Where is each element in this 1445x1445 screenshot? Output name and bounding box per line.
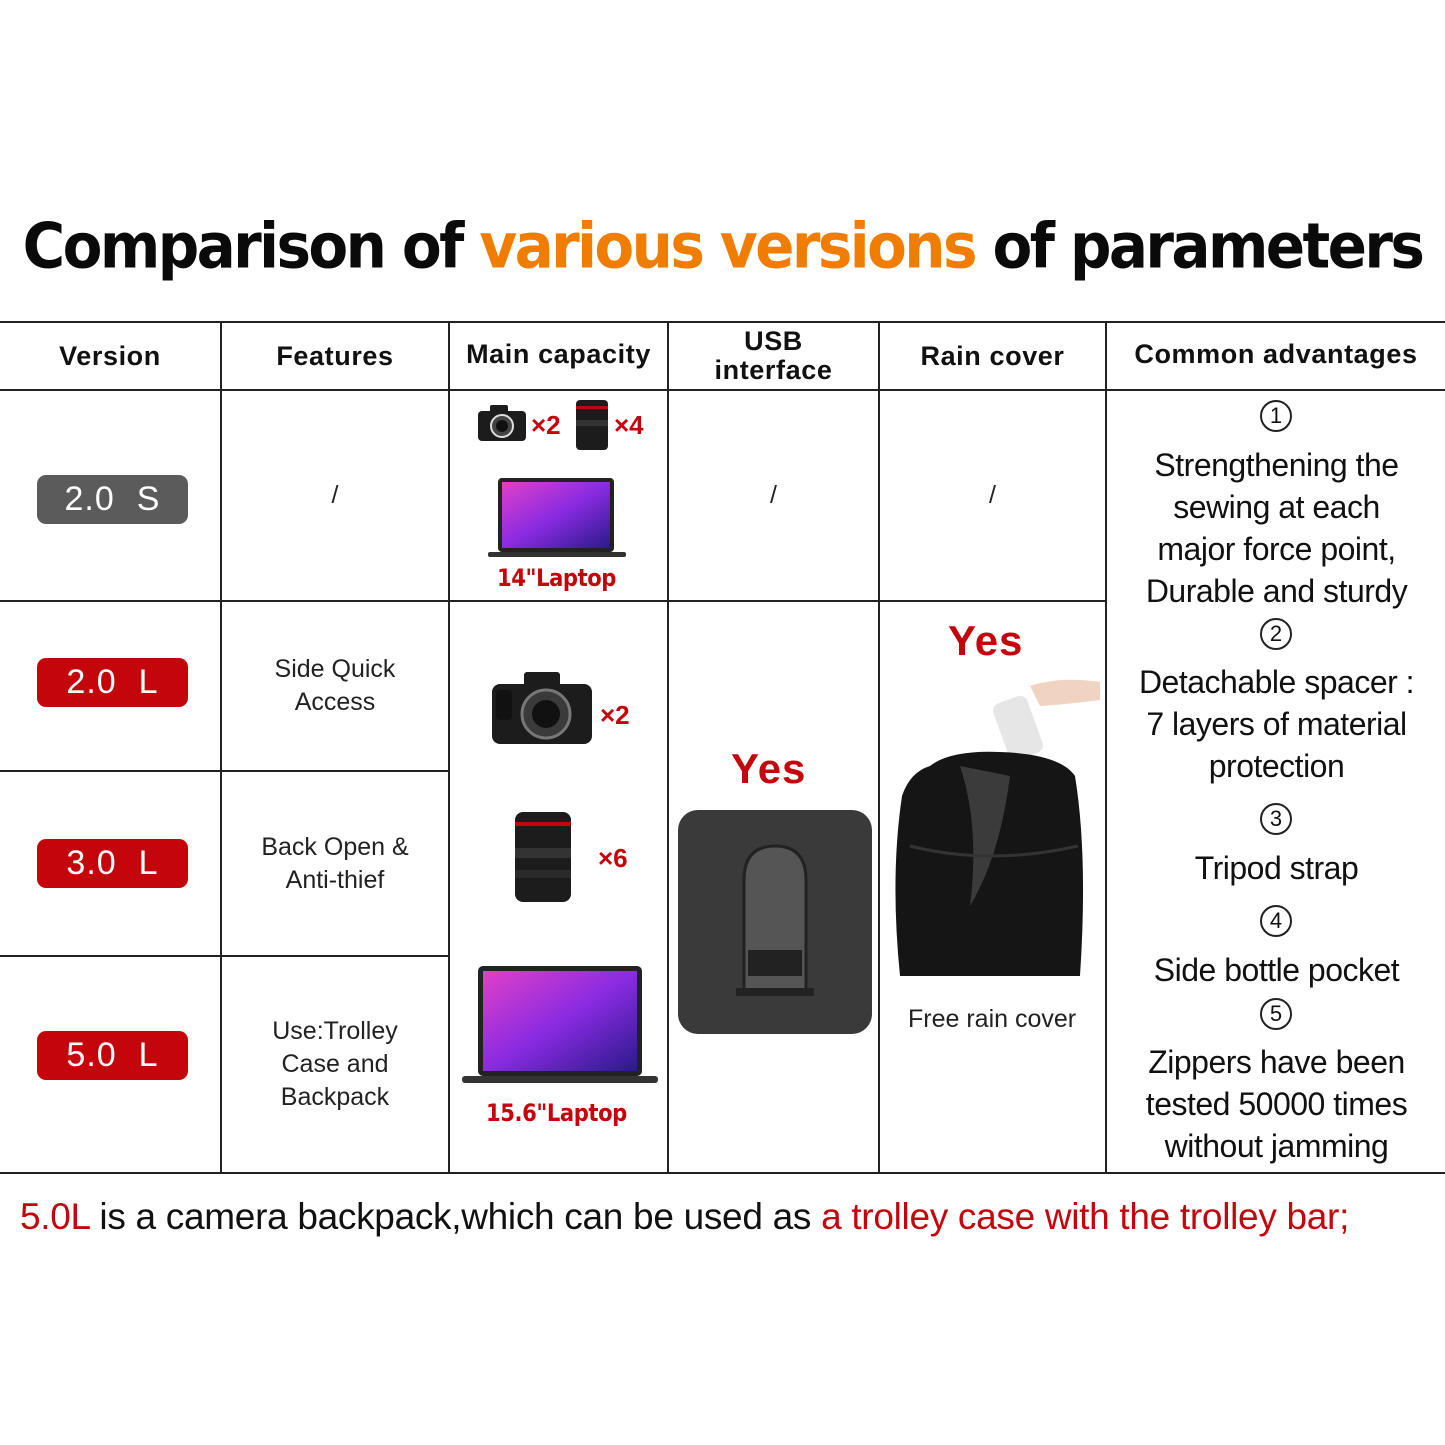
header-rain: Rain cover — [920, 340, 1065, 371]
version-badge-2-0-s — [37, 475, 188, 524]
row-divider-1 — [0, 600, 1106, 602]
advantage-line: 7 layers of material — [1146, 706, 1407, 742]
features-line: Case and — [281, 1050, 389, 1078]
advantage-number: 3 — [1260, 803, 1292, 835]
header-usb — [669, 323, 878, 389]
advantage-line: Side bottle pocket — [1153, 952, 1400, 988]
features-3-0-l — [222, 772, 448, 955]
advantage-number: 1 — [1260, 400, 1292, 432]
lens-icon — [574, 398, 610, 452]
advantage-3 — [1108, 847, 1445, 889]
advantage-line: Detachable spacer : — [1138, 664, 1415, 700]
badge-size: L — [138, 1036, 159, 1074]
badge-size: S — [136, 480, 161, 518]
laptop-size-label: 15.6"Laptop — [486, 1099, 627, 1127]
lens-icon — [512, 810, 574, 904]
header-version: Version — [59, 340, 161, 371]
badge-number: 2.0 — [66, 663, 117, 701]
title-highlight: various versions — [479, 209, 975, 283]
table-bottom-border — [0, 1172, 1445, 1174]
features-line: Side Quick — [274, 655, 396, 683]
badge-size: L — [138, 663, 159, 701]
header-capacity: Main capacity — [466, 338, 651, 369]
col-divider-2 — [448, 321, 450, 1174]
features-line: Backpack — [280, 1083, 390, 1111]
advantage-line: major force point, — [1157, 531, 1396, 567]
features-line: Anti-thief — [285, 865, 385, 894]
advantage-2 — [1108, 661, 1445, 787]
title-part-1: Comparison of — [22, 209, 462, 283]
version-badge-2-0-l — [37, 658, 188, 707]
badge-number: 2.0 — [64, 480, 115, 518]
version-badge-3-0-l — [37, 839, 188, 888]
camera-count: ×2 — [531, 410, 561, 440]
usb-yes: Yes — [731, 745, 807, 792]
footer-text: is a camera backpack,which can be used as — [89, 1196, 822, 1237]
advantage-5 — [1108, 1041, 1445, 1167]
advantage-line: sewing at each — [1173, 489, 1380, 525]
rain-2-0-s: / — [989, 481, 996, 509]
rain-cover-caption: Free rain cover — [908, 1005, 1077, 1033]
laptop-icon — [462, 964, 658, 1086]
advantage-line: Tripod strap — [1194, 850, 1359, 886]
col-divider-5 — [1105, 321, 1107, 1174]
features-2-0-l — [222, 602, 448, 770]
advantage-number: 4 — [1260, 905, 1292, 937]
title-part-2: of parameters — [992, 209, 1423, 283]
advantage-line: Strengthening the — [1154, 447, 1399, 483]
lens-count: ×4 — [614, 410, 644, 440]
usb-2-0-s: / — [770, 481, 777, 509]
camera-count: ×2 — [600, 700, 630, 730]
laptop-size-label: 14"Laptop — [497, 564, 616, 592]
rain-yes: Yes — [948, 617, 1024, 664]
rain-cover-backpack-icon — [890, 676, 1105, 990]
lens-count: ×6 — [598, 843, 628, 873]
advantage-4 — [1108, 949, 1445, 991]
advantage-line: tested 50000 times — [1145, 1086, 1408, 1122]
header-usb-line2: interface — [714, 355, 833, 385]
header-features: Features — [276, 340, 394, 371]
page-title — [0, 209, 1445, 282]
advantage-line: Durable and sturdy — [1145, 573, 1408, 609]
features-line: Back Open & — [261, 832, 409, 861]
features-5-0-l — [222, 957, 448, 1172]
features-2-0-s: / — [331, 481, 339, 509]
advantage-line: without jamming — [1164, 1128, 1389, 1164]
camera-icon — [490, 668, 594, 746]
advantage-number: 2 — [1260, 618, 1292, 650]
advantage-number: 5 — [1260, 998, 1292, 1030]
footer-model: 5.0L — [20, 1196, 90, 1237]
usb-port-icon — [678, 810, 872, 1034]
camera-icon — [476, 403, 528, 443]
footer-highlight: a trolley case with the trolley bar; — [821, 1196, 1350, 1237]
badge-number: 5.0 — [66, 1036, 117, 1074]
advantage-line: protection — [1208, 748, 1345, 784]
header-advantages: Common advantages — [1134, 338, 1418, 369]
footer-note — [20, 1196, 1349, 1238]
advantage-line: Zippers have been — [1148, 1044, 1405, 1080]
version-badge-5-0-l — [37, 1031, 188, 1080]
features-line: Use:Trolley — [272, 1017, 398, 1045]
advantage-1 — [1108, 444, 1445, 612]
header-usb-line1: USB — [744, 326, 803, 356]
badge-number: 3.0 — [66, 844, 117, 882]
badge-size: L — [138, 844, 159, 882]
laptop-icon — [488, 476, 626, 560]
features-line: Access — [294, 688, 376, 716]
